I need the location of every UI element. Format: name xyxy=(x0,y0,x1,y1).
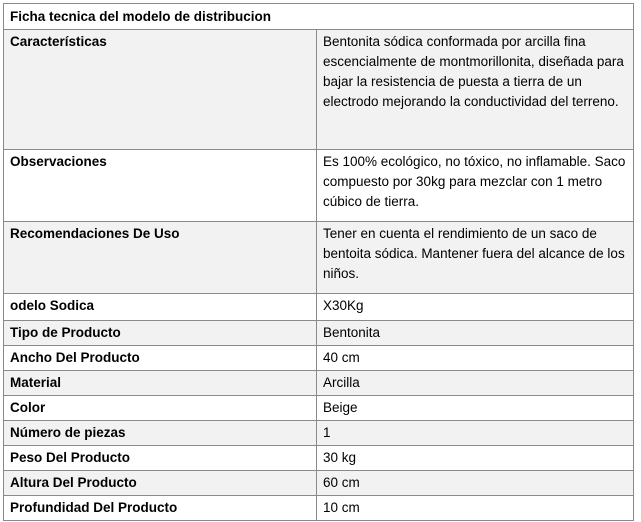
row-value: Bentonita xyxy=(317,321,634,346)
row-label: Material xyxy=(4,371,317,396)
table-row xyxy=(4,346,634,371)
table-row xyxy=(4,371,634,396)
table-row xyxy=(4,396,634,421)
table-row xyxy=(4,222,634,294)
row-label: odelo Sodica xyxy=(4,294,317,321)
table-row xyxy=(4,294,634,321)
row-value: Arcilla xyxy=(317,371,634,396)
row-label: Observaciones xyxy=(4,150,317,222)
table-row xyxy=(4,150,634,222)
row-label: Color xyxy=(4,396,317,421)
table-title-row xyxy=(4,4,634,30)
row-label: Características xyxy=(4,30,317,150)
table-row xyxy=(4,30,634,150)
spec-table xyxy=(3,3,634,521)
row-label: Número de piezas xyxy=(4,421,317,446)
row-value: 1 xyxy=(317,421,634,446)
row-label: Ancho Del Producto xyxy=(4,346,317,371)
row-value: 40 cm xyxy=(317,346,634,371)
table-title: Ficha tecnica del modelo de distribucion xyxy=(4,4,634,30)
row-label: Altura Del Producto xyxy=(4,471,317,496)
spec-sheet xyxy=(3,3,633,521)
table-row xyxy=(4,496,634,521)
row-value: X30Kg xyxy=(317,294,634,321)
row-label: Profundidad Del Producto xyxy=(4,496,317,521)
row-value: Tener en cuenta el rendimiento de un saco de bentoita sódica. Mantener fuera del alcance de los niños. xyxy=(317,222,634,294)
table-row xyxy=(4,321,634,346)
row-value: Beige xyxy=(317,396,634,421)
row-value: Es 100% ecológico, no tóxico, no inflamable. Saco compuesto por 30kg para mezclar con 1 metro cúbico de tierra. xyxy=(317,150,634,222)
row-label: Tipo de Producto xyxy=(4,321,317,346)
row-value: 60 cm xyxy=(317,471,634,496)
row-value: 30 kg xyxy=(317,446,634,471)
row-label: Recomendaciones De Uso xyxy=(4,222,317,294)
table-row xyxy=(4,471,634,496)
row-value: 10 cm xyxy=(317,496,634,521)
table-row xyxy=(4,421,634,446)
table-row xyxy=(4,446,634,471)
row-label: Peso Del Producto xyxy=(4,446,317,471)
row-value: Bentonita sódica conformada por arcilla fina escencialmente de montmorillonita, diseñada para bajar la resistencia de puesta a tierra de un electrodo mejorando la conductividad del terreno. xyxy=(317,30,634,150)
